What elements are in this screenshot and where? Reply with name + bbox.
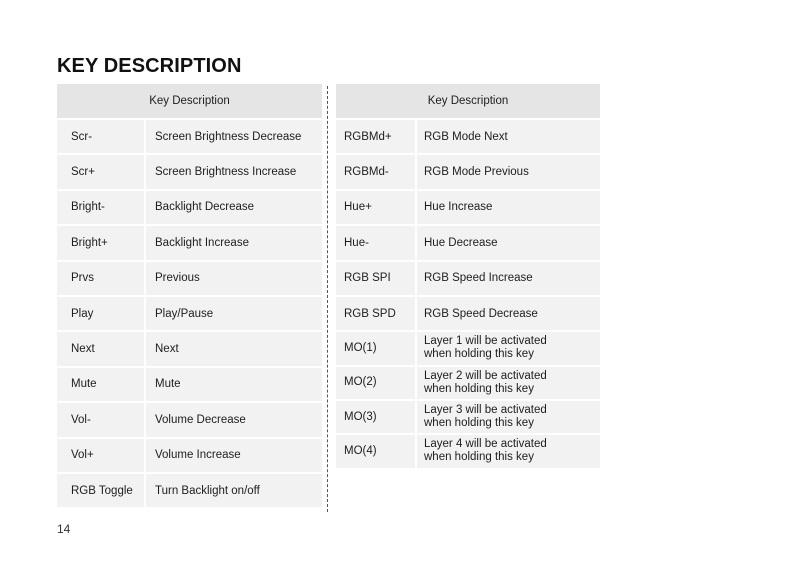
table-row xyxy=(336,191,600,224)
table-row xyxy=(57,191,322,224)
table-row xyxy=(336,367,600,399)
key-name: Bright- xyxy=(57,191,146,224)
table-row xyxy=(336,297,600,330)
table-row xyxy=(57,226,322,259)
key-name: Vol- xyxy=(57,403,146,436)
key-description: Previous xyxy=(146,262,322,295)
table-row xyxy=(57,155,322,188)
key-name: RGBMd+ xyxy=(336,120,417,153)
table-row xyxy=(336,262,600,295)
key-description: Turn Backlight on/off xyxy=(146,474,322,507)
table-header: Key Description xyxy=(57,84,322,118)
key-name: Next xyxy=(57,332,146,365)
key-description: Next xyxy=(146,332,322,365)
key-name: RGB Toggle xyxy=(57,474,146,507)
key-name: MO(3) xyxy=(336,401,417,433)
table-header: Key Description xyxy=(336,84,600,118)
key-name: MO(2) xyxy=(336,367,417,399)
page-number: 14 xyxy=(57,522,71,536)
table-row xyxy=(57,474,322,507)
column-divider xyxy=(327,86,328,512)
key-description xyxy=(417,401,600,433)
key-description: RGB Mode Next xyxy=(417,120,600,153)
table-row xyxy=(336,332,600,364)
left-key-table xyxy=(57,82,322,509)
table-row xyxy=(336,120,600,153)
table-row xyxy=(336,155,600,188)
table-row xyxy=(336,226,600,259)
description-line-1: Layer 2 will be activated xyxy=(424,369,547,382)
description-line-2: when holding this key xyxy=(424,348,534,361)
table-row xyxy=(57,403,322,436)
key-name: Scr- xyxy=(57,120,146,153)
key-description: Screen Brightness Decrease xyxy=(146,120,322,153)
table-row xyxy=(57,262,322,295)
key-name: Vol+ xyxy=(57,439,146,472)
table-row xyxy=(336,435,600,467)
key-name: Hue+ xyxy=(336,191,417,224)
key-description: Backlight Increase xyxy=(146,226,322,259)
key-name: Scr+ xyxy=(57,155,146,188)
right-key-table xyxy=(336,82,600,470)
key-description: Screen Brightness Increase xyxy=(146,155,322,188)
key-description xyxy=(417,332,600,364)
key-name: MO(1) xyxy=(336,332,417,364)
table-row xyxy=(336,401,600,433)
description-line-2: when holding this key xyxy=(424,382,534,395)
table-row xyxy=(57,439,322,472)
key-name: RGB SPI xyxy=(336,262,417,295)
description-line-1: Layer 3 will be activated xyxy=(424,404,547,417)
key-name: Prvs xyxy=(57,262,146,295)
description-line-1: Layer 1 will be activated xyxy=(424,335,547,348)
key-description: RGB Mode Previous xyxy=(417,155,600,188)
description-line-2: when holding this key xyxy=(424,451,534,464)
table-row xyxy=(57,120,322,153)
key-name: Mute xyxy=(57,368,146,401)
key-description: Hue Increase xyxy=(417,191,600,224)
key-name: RGB SPD xyxy=(336,297,417,330)
key-description: Backlight Decrease xyxy=(146,191,322,224)
key-name: Play xyxy=(57,297,146,330)
description-line-2: when holding this key xyxy=(424,417,534,430)
key-name: Bright+ xyxy=(57,226,146,259)
key-description: RGB Speed Decrease xyxy=(417,297,600,330)
table-row xyxy=(57,297,322,330)
key-description: Mute xyxy=(146,368,322,401)
key-name: Hue- xyxy=(336,226,417,259)
key-description: RGB Speed Increase xyxy=(417,262,600,295)
key-description: Volume Decrease xyxy=(146,403,322,436)
key-name: RGBMd- xyxy=(336,155,417,188)
key-description: Hue Decrease xyxy=(417,226,600,259)
table-row xyxy=(57,368,322,401)
page-title: KEY DESCRIPTION xyxy=(57,55,242,77)
key-description xyxy=(417,435,600,467)
description-line-1: Layer 4 will be activated xyxy=(424,438,547,451)
key-name: MO(4) xyxy=(336,435,417,467)
key-description xyxy=(417,367,600,399)
table-row xyxy=(57,332,322,365)
key-description: Volume Increase xyxy=(146,439,322,472)
key-description: Play/Pause xyxy=(146,297,322,330)
